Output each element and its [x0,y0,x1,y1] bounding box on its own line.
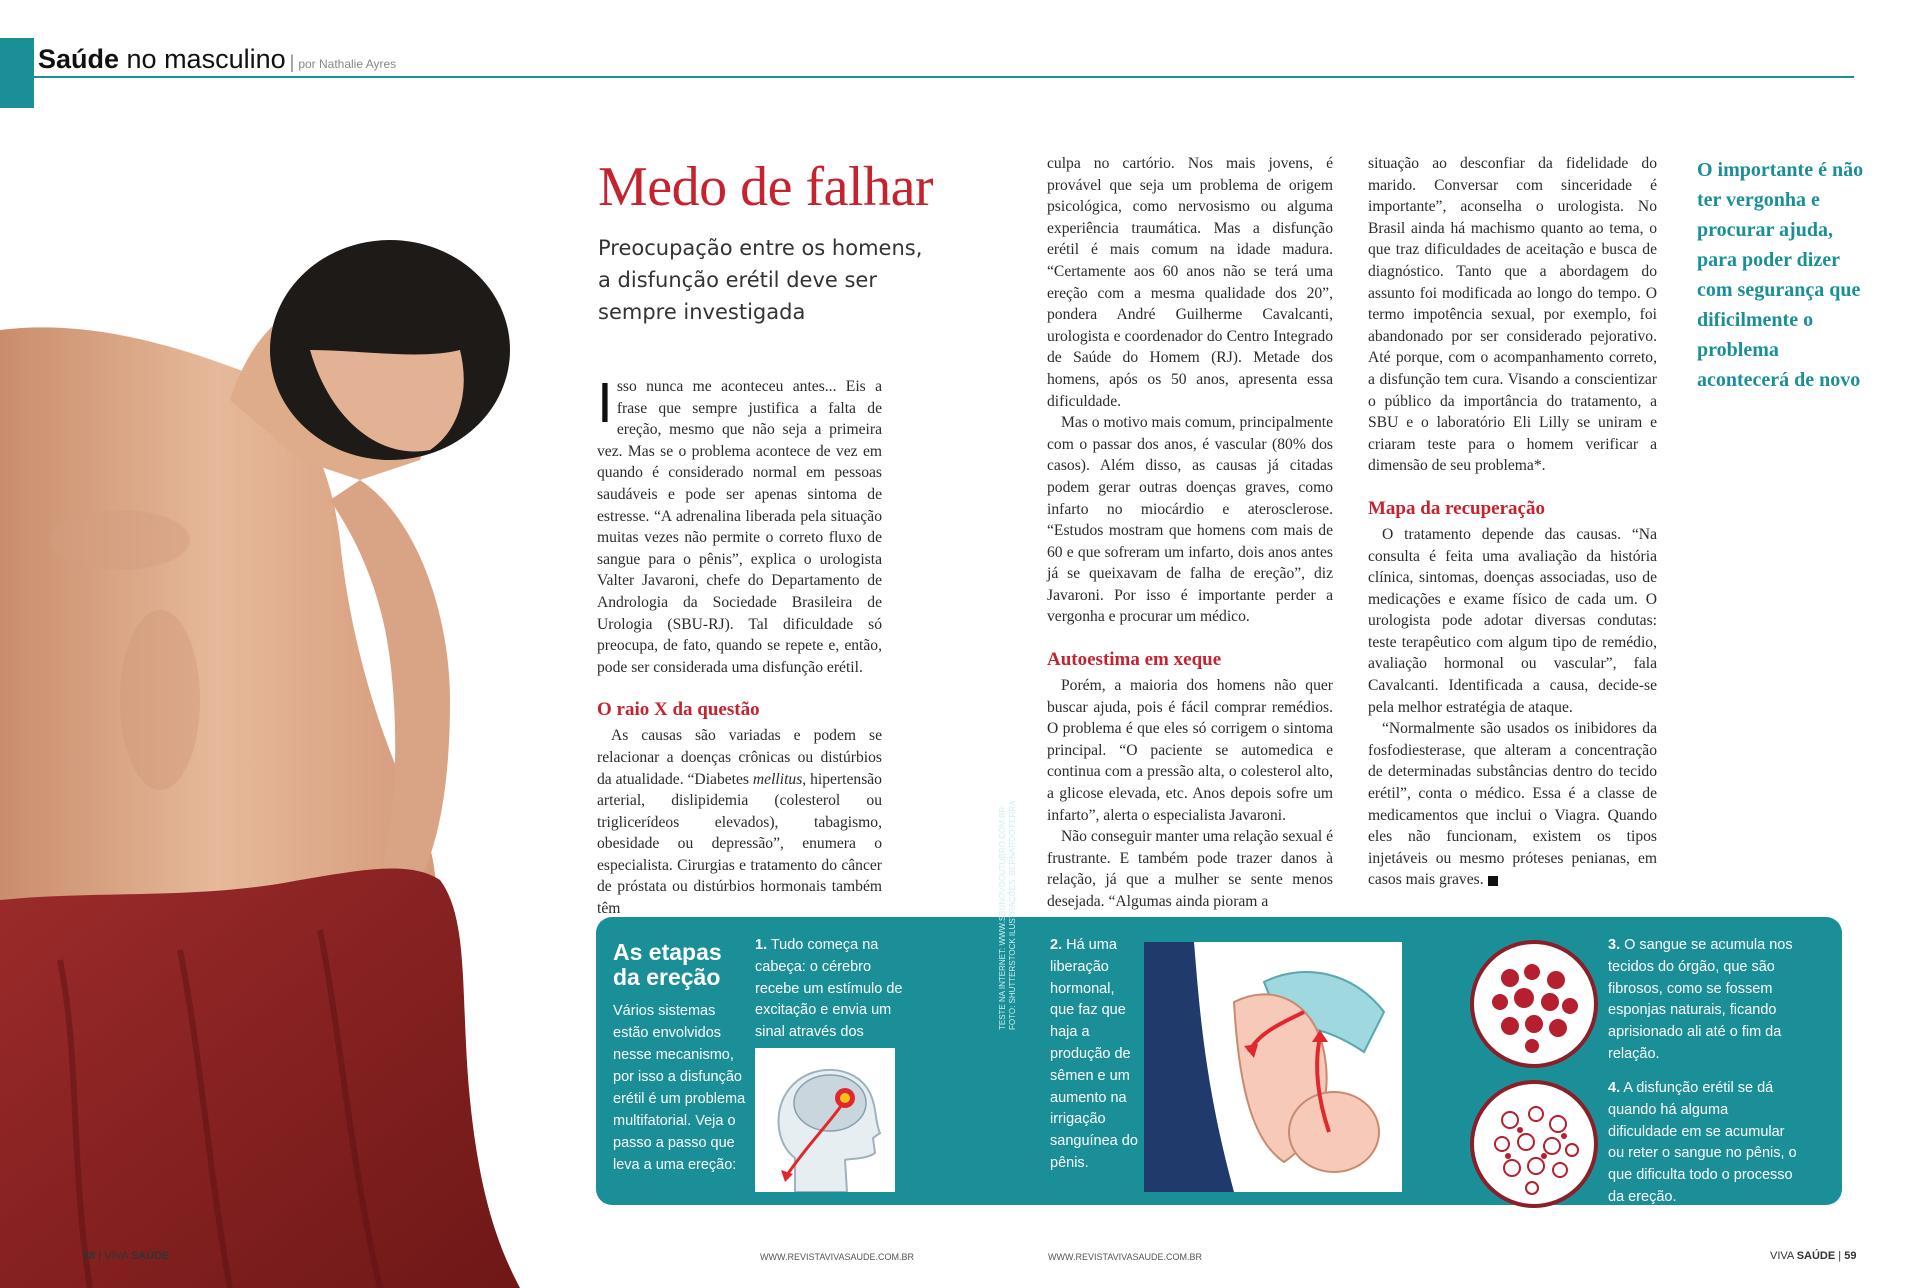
step-4 [1608,1078,1798,1209]
brain-head-illustration [755,1048,895,1192]
byline: por Nathalie Ayres [298,57,397,71]
step-3 [1608,935,1798,1066]
pelvis-illustration [1144,942,1402,1192]
body-column-2 [1047,153,1333,913]
magazine-name: VIVA [104,1250,131,1262]
paragraph: O tratamento depende das causas. “Na consulta é feita uma avaliação da história clínica, sintomas, doenças associadas, uso de medicações e exame físico de cada um. O urologista pode adotar diversas condutas: teste terapêutico com algum tipo de remédio, avaliação hormonal ou vascular”, fala Cavalcanti. Identificada a causa, decide-se pela melhor estratégia de ataque. [1368,525,1657,716]
step-number: 3. [1608,937,1621,953]
step-text: O sangue se acumula nos tecidos do órgão, que são fibrosos, como se fossem esponjas naturais, ficando aprisionado ali até o fim da relação. [1608,937,1793,1062]
tissue-sparse-illustration [1470,1080,1598,1208]
paragraph [597,725,882,919]
subhead-autoestima: Autoestima em xeque [1047,649,1222,671]
section-color-block [0,38,34,108]
credits-line: TESTE NA INTERNET: WWW.SBUNOVOOUTUBRO.COM.BR [998,806,1007,1030]
step-text: Há uma liberação hormonal, que faz que haja a produção de sêmen e um aumento na irrigação sanguínea do pênis. [1050,937,1138,1171]
footer-separator: | [95,1250,105,1262]
section-name-rest: no masculino [119,44,286,74]
article-headline: Medo de falhar [598,156,934,218]
header-separator: | [289,52,295,72]
footer-url-left[interactable]: WWW.REVISTAVIVASAUDE.COM.BR [760,1252,915,1262]
paragraph-text: , hipertensão arterial, dislipidemia (colesterol ou triglicerídeos elevados), tabagismo, obesidade ou depressão”, enumera o especialista. Cirurgias e tratamento do câncer de próstata ou distúrbios hormonais também têm [597,770,882,918]
infographic-title: As etapas da ereção [613,939,722,990]
step-text: Tudo começa na cabeça: o cérebro recebe um estímulo de excitação e envia um sinal através dos [755,937,903,1041]
section-name-bold: Saúde [38,44,120,74]
magazine-name-bold: SAÚDE [1796,1250,1836,1262]
paragraph-text: “Normalmente são usados os inibidores da fosfodiesterase, que alteram a concentração de determinadas substâncias dentro do tecido erétil”, conta o médico. Essa é a classe de medicamentos que inclui o Viagra. Quando eles não funcionam, existem os tipos injetáveis ou mesmo próteses penianas, em casos mais graves. [1368,720,1657,889]
magazine-name-bold: SAÚDE [130,1250,170,1262]
step-1 [755,935,915,1066]
subhead-mapa: Mapa da recuperação [1368,497,1545,519]
step-number: 2. [1050,937,1063,953]
paragraph: situação ao desconfiar da fidelidade do marido. Conversar com sinceridade é importante”, aconselha o urologista. No Brasil ainda há machismo quanto ao tema, o que traz dificuldades de aceitação e busca de diagnóstico. Tanto que a abordagem do assunto foi modificada ao longo do tempo. O termo impotência sexual, por exemplo, foi abandonado por ser considerado pejorativo. Até porque, com o acompanhamento correto, a disfunção tem cura. Visando a conscientizar o público da importância do tratamento, a SBU e o laboratório Eli Lilly se uniram e criaram teste para o homem verificar a dimensão de seu problema*. [1368,155,1657,475]
paragraph: culpa no cartório. Nos mais jovens, é provável que seja um problema de origem psicológica, como nervosismo ou alguma experiência traumática. Mas a disfunção erétil é mais comum na idade madura. “Certamente aos 60 anos não se terá uma ereção com a mesma qualidade dos 20”, pondera André Guilherme Cavalcanti, urologista e coordenador do Centro Integrado de Saúde do Homem (RJ). Metade dos homens, após os 50 anos, apresenta essa dificuldade. [1047,155,1333,410]
paragraph-text: As causas são variadas e podem se relacionar a doenças crônicas ou distúrbios da atualidade. “Diabetes [597,727,882,788]
footer-left [83,1250,169,1262]
step-number: 1. [755,937,768,953]
page-number: 59 [1844,1250,1857,1262]
step-2 [1050,935,1140,1175]
end-mark-icon [1488,876,1498,886]
photo-credits [998,800,1018,1030]
paragraph: Não conseguir manter uma relação sexual é frustrante. E também pode trazer danos à relação, já que a mulher se sente menos desejada. “Algumas ainda pioram a [1047,828,1333,910]
man-with-towel-photo [0,100,560,1288]
header-rule [34,76,1854,78]
page-number: 58 [83,1250,96,1262]
pull-quote: O importante é não ter vergonha e procurar ajuda, para poder dizer com segurança que dificilmente o problema acontecerá de novo [1697,159,1864,391]
footer-url-right[interactable]: WWW.REVISTAVIVASAUDE.COM.BR [1048,1252,1203,1262]
paragraph-text: sso nunca me aconteceu antes... Eis a frase que sempre justifica a falta de ereção, mesmo que não seja a primeira vez. Mas se o problema acontece de vez em quando é considerado normal em pessoas saudáveis e pode ser apenas sintoma de estresse. “A adrenalina liberada pela situação muitas vezes não permite o correto fluxo de sangue para o pênis”, explica o urologista Valter Javaroni, chefe do Departamento de Andrologia da Sociedade Brasileira de Urologia (SBU-RJ). Tal dificuldade só preocupa, de fato, quando se repete e, então, pode ser considerada uma disfunção erétil. [597,378,882,676]
footer-right [1770,1250,1856,1262]
drop-cap: I [597,371,613,435]
body-column-3 [1368,153,1657,891]
magazine-name: VIVA [1770,1250,1797,1262]
infographic-intro: Vários sistemas estão envolvidos nesse mecanismo, por isso a disfunção erétil é um problema multifatorial. Veja o passo a passo que leva a uma ereção: [613,1003,746,1173]
paragraph: Mas o motivo mais comum, principalmente com o passar dos anos, é vascular (80% dos casos). Além disso, as causas já citadas podem gerar outras doenças graves, como infarto no miocárdio e aterosclerose. “Estudos mostram que homens com mais de 60 e que sofreram um infarto, dois anos antes já se queixavam de falha de ereção”, diz Javaroni. Por isso é importante perder a vergonha e procurar um médico. [1047,414,1333,626]
footer-separator: | [1835,1250,1845,1262]
paragraph [597,371,882,678]
body-column-1 [597,371,882,920]
section-header [38,44,396,75]
paragraph: Porém, a maioria dos homens não quer buscar ajuda, pois é fácil comprar remédios. O problema é que eles só corrigem o sintoma principal. “O paciente se automedica e continua com a pressão alta, o colesterol alto, a glicose elevada, etc. Anos depois sofre um infarto”, alerta o especialista Javaroni. [1047,677,1333,824]
subhead-raio-x: O raio X da questão [597,699,760,721]
credits-line: FOTO: SHUTTERSTOCK ILUSTRAÇÕES: BERNARDO FERRA [1008,800,1017,1030]
paragraph [1368,718,1657,891]
tissue-full-illustration [1470,940,1598,1068]
step-number: 4. [1608,1080,1621,1096]
italic-term: mellitus [752,770,803,788]
article-deck: Preocupação entre os homens, a disfunção erétil deve ser sempre investigada [598,236,923,324]
step-text: A disfunção erétil se dá quando há alguma dificuldade em se acumular ou reter o sangue no pênis, o que dificulta todo o processo da ereção. [1608,1080,1797,1205]
